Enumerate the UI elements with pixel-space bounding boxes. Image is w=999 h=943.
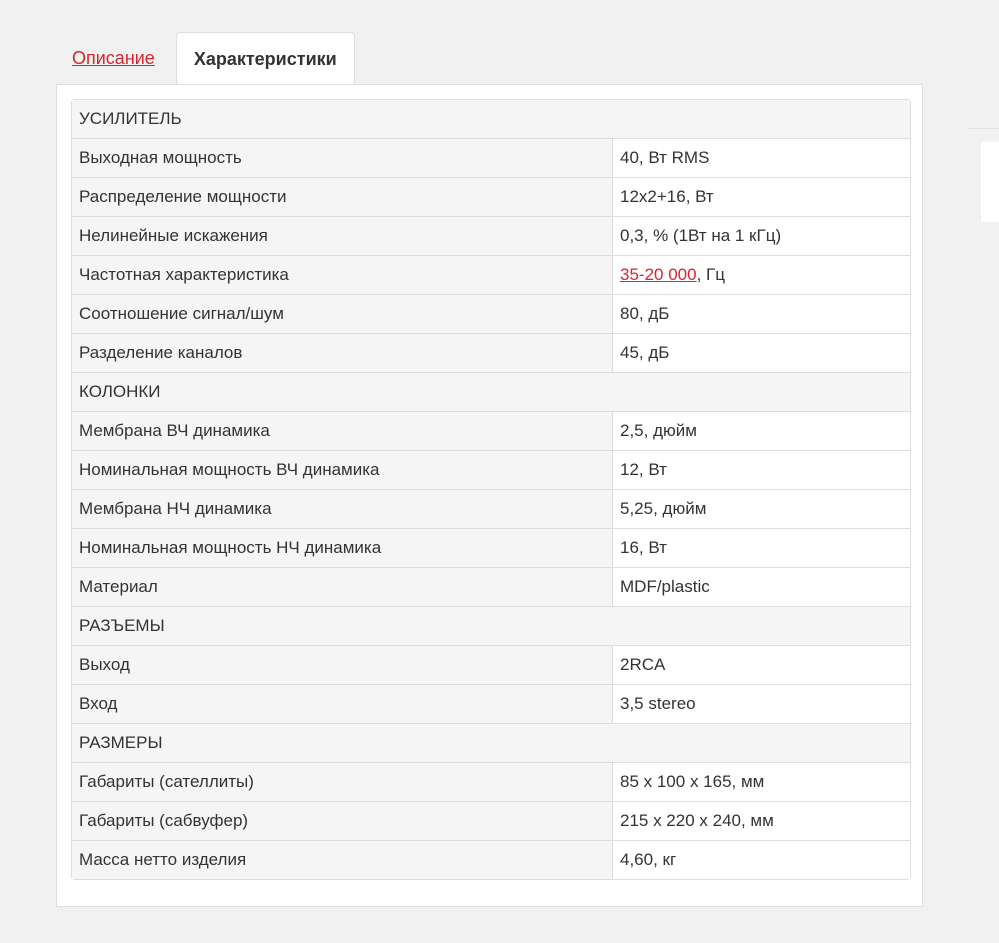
param-label: Разделение каналов bbox=[72, 334, 613, 373]
section-title: РАЗЪЕМЫ bbox=[72, 607, 910, 646]
param-value: 16, Вт bbox=[613, 529, 910, 568]
param-value: 3,5 stereo bbox=[613, 685, 910, 724]
table-row bbox=[72, 295, 910, 334]
param-value: MDF/plastic bbox=[613, 568, 910, 607]
section-title: КОЛОНКИ bbox=[72, 373, 910, 412]
param-value: 45, дБ bbox=[613, 334, 910, 373]
param-label: Габариты (сателлиты) bbox=[72, 763, 613, 802]
tab-description[interactable]: Описание bbox=[72, 48, 155, 68]
sidebar-divider bbox=[968, 128, 999, 129]
param-label: Мембрана НЧ динамика bbox=[72, 490, 613, 529]
specs-table bbox=[71, 99, 911, 880]
param-value: 85 x 100 x 165, мм bbox=[613, 763, 910, 802]
param-value: 2,5, дюйм bbox=[613, 412, 910, 451]
section-title: УСИЛИТЕЛЬ bbox=[72, 100, 910, 139]
section-header-amplifier bbox=[72, 100, 910, 139]
param-label: Вход bbox=[72, 685, 613, 724]
param-label: Габариты (сабвуфер) bbox=[72, 802, 613, 841]
param-label: Выходная мощность bbox=[72, 139, 613, 178]
table-row bbox=[72, 178, 910, 217]
value-unit: , Гц bbox=[696, 265, 725, 284]
table-row bbox=[72, 412, 910, 451]
section-title: РАЗМЕРЫ bbox=[72, 724, 910, 763]
param-value: 12, Вт bbox=[613, 451, 910, 490]
table-row bbox=[72, 139, 910, 178]
table-row bbox=[72, 763, 910, 802]
param-value: 0,3, % (1Вт на 1 кГц) bbox=[613, 217, 910, 256]
param-value: 4,60, кг bbox=[613, 841, 910, 879]
param-value: 2RCA bbox=[613, 646, 910, 685]
section-header-speakers bbox=[72, 373, 910, 412]
param-label: Распределение мощности bbox=[72, 178, 613, 217]
param-label: Масса нетто изделия bbox=[72, 841, 613, 879]
tab-specs[interactable]: Характеристики bbox=[176, 32, 355, 85]
table-row bbox=[72, 256, 910, 295]
param-value: 5,25, дюйм bbox=[613, 490, 910, 529]
param-value: 215 x 220 x 240, мм bbox=[613, 802, 910, 841]
table-row bbox=[72, 685, 910, 724]
param-value: 80, дБ bbox=[613, 295, 910, 334]
sidebar-panel-edge bbox=[981, 142, 999, 222]
table-row bbox=[72, 334, 910, 373]
table-row bbox=[72, 568, 910, 607]
param-label: Мембрана ВЧ динамика bbox=[72, 412, 613, 451]
param-label: Частотная характеристика bbox=[72, 256, 613, 295]
param-label: Номинальная мощность ВЧ динамика bbox=[72, 451, 613, 490]
param-value: 40, Вт RMS bbox=[613, 139, 910, 178]
tab-bar bbox=[56, 32, 355, 84]
param-label: Выход bbox=[72, 646, 613, 685]
param-label: Материал bbox=[72, 568, 613, 607]
table-row bbox=[72, 802, 910, 841]
section-header-dimensions bbox=[72, 724, 910, 763]
table-row bbox=[72, 217, 910, 256]
param-label: Номинальная мощность НЧ динамика bbox=[72, 529, 613, 568]
table-row bbox=[72, 451, 910, 490]
table-row bbox=[72, 646, 910, 685]
specs-panel bbox=[56, 84, 923, 907]
table-row bbox=[72, 841, 910, 879]
param-value bbox=[613, 256, 910, 295]
table-row bbox=[72, 490, 910, 529]
table-row bbox=[72, 529, 910, 568]
frequency-range-link[interactable]: 35-20 000 bbox=[620, 265, 697, 284]
param-value: 12x2+16, Вт bbox=[613, 178, 910, 217]
section-header-connectors bbox=[72, 607, 910, 646]
param-label: Соотношение сигнал/шум bbox=[72, 295, 613, 334]
param-label: Нелинейные искажения bbox=[72, 217, 613, 256]
